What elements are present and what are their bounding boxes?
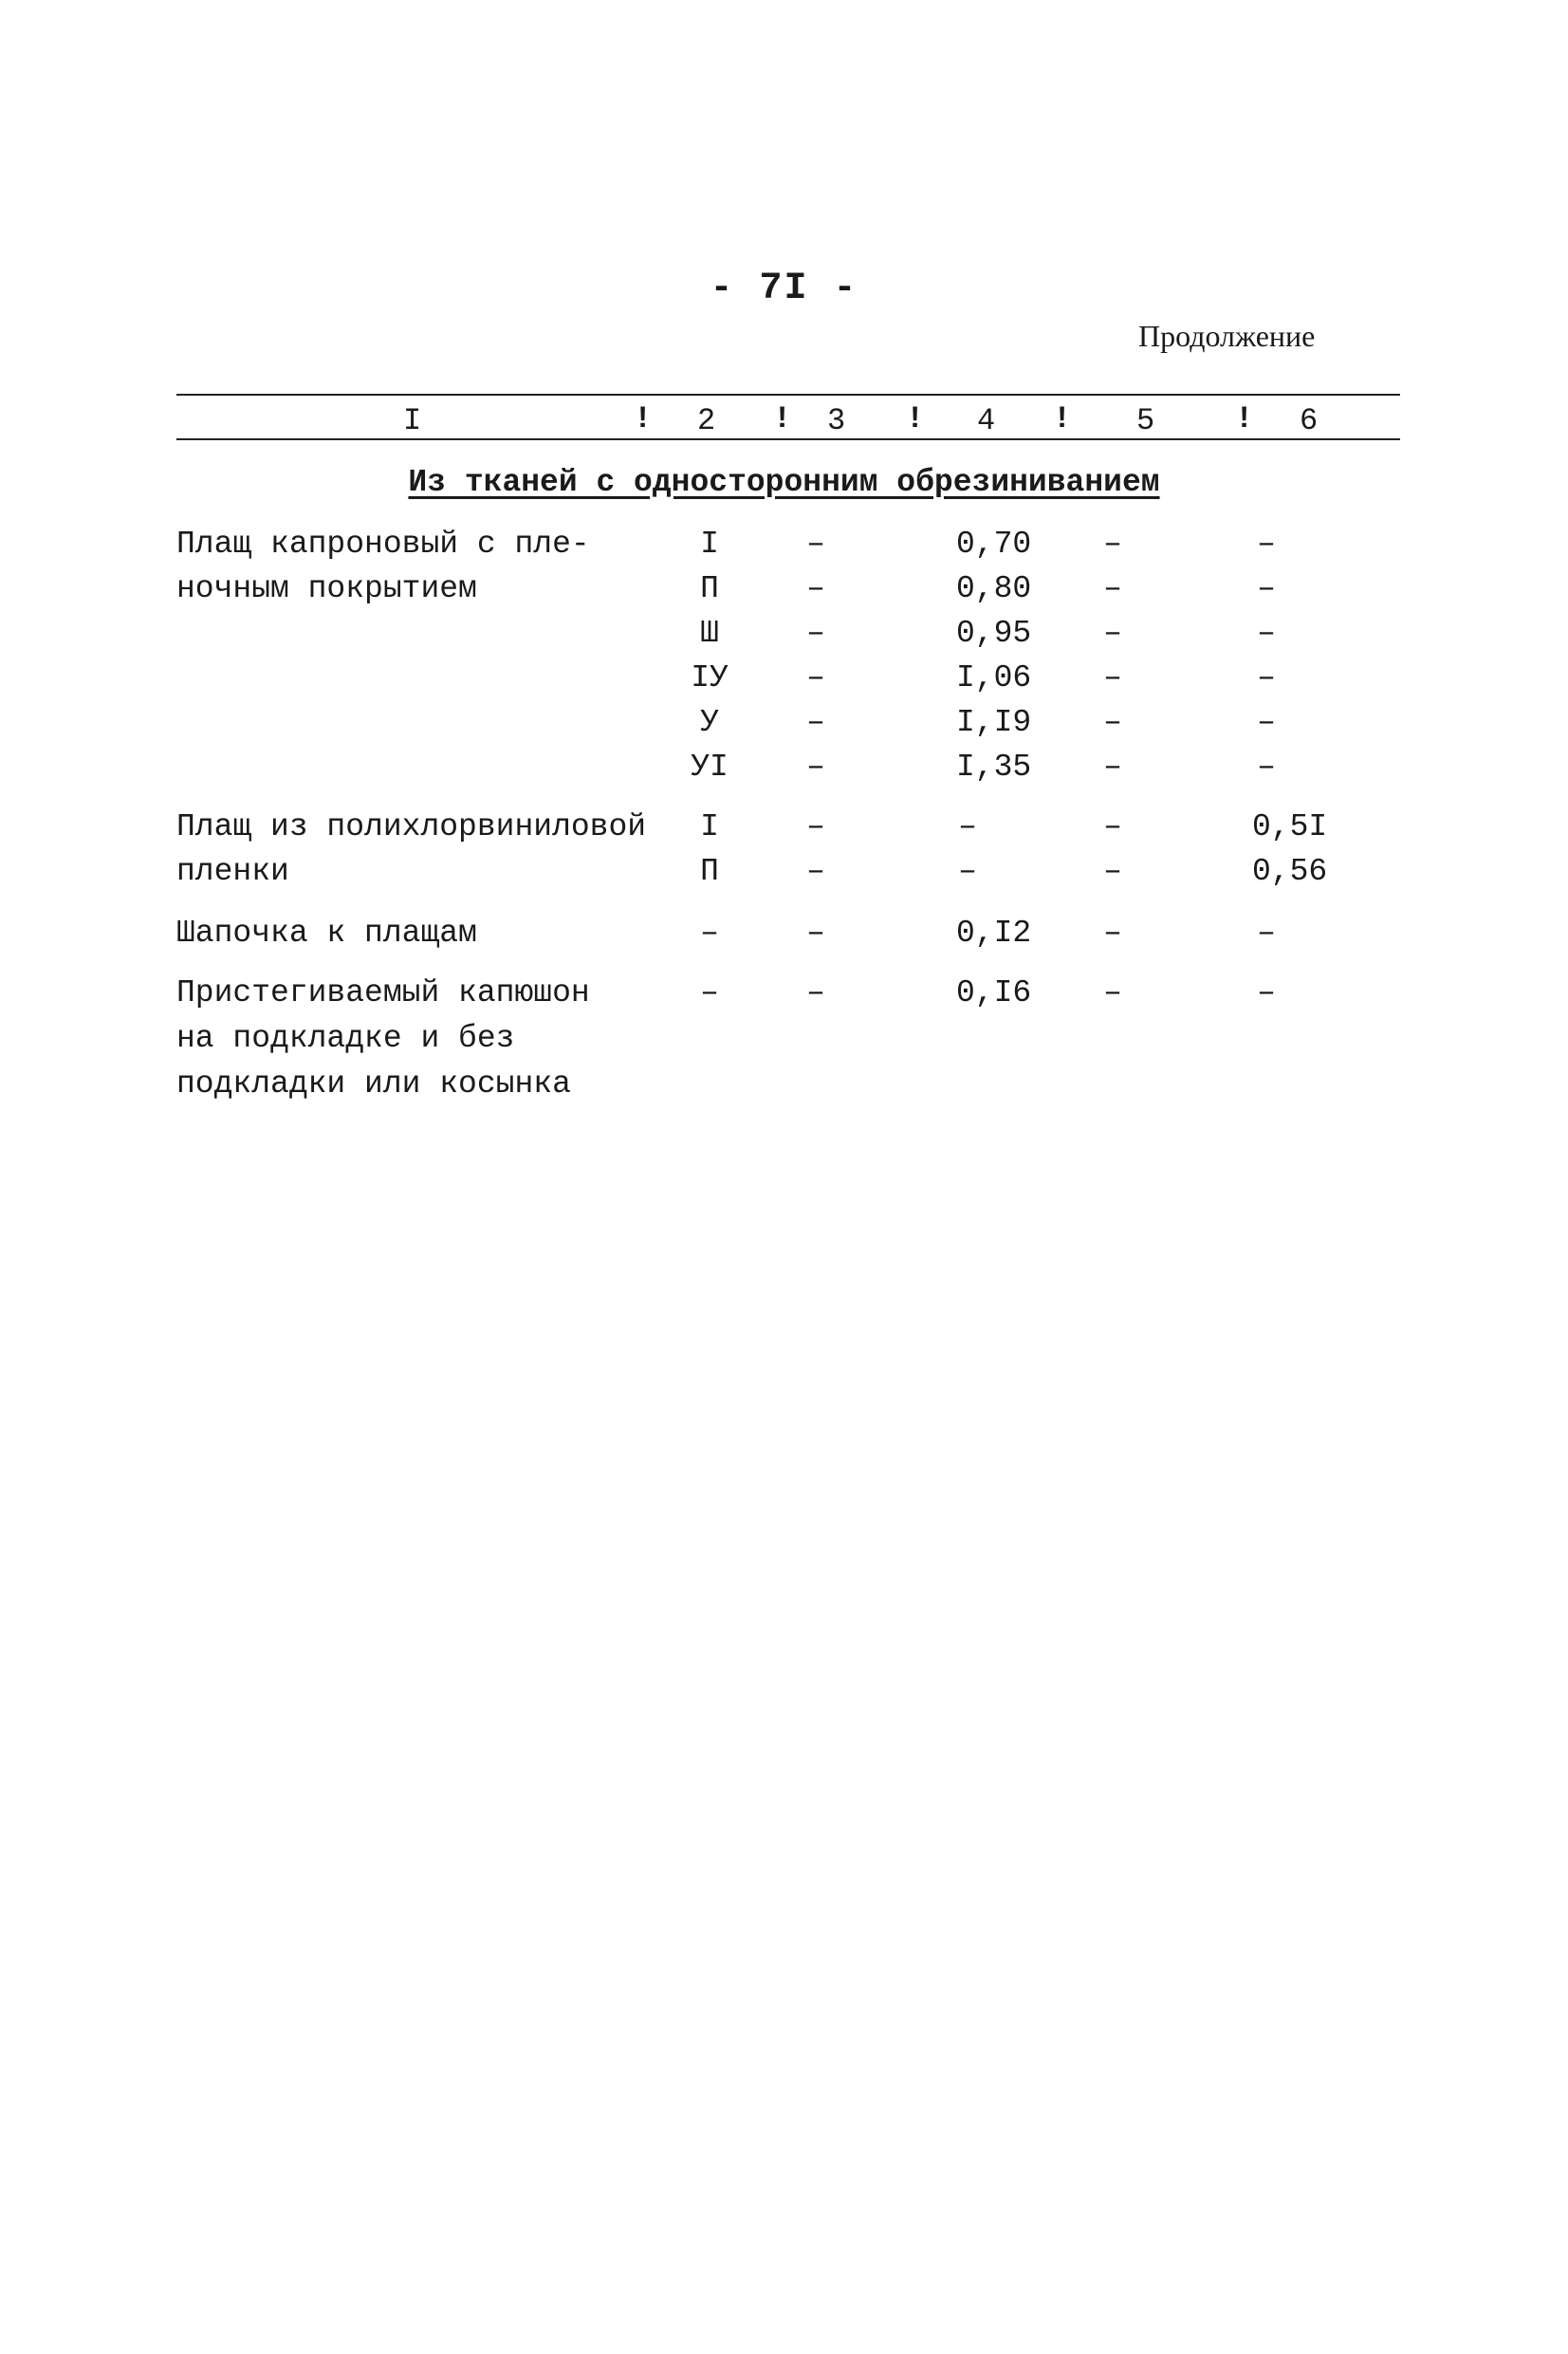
row-size: – bbox=[700, 975, 719, 1010]
row-item-label: Плащ капроновый с пле- bbox=[176, 527, 590, 562]
row-col3: – bbox=[806, 916, 825, 951]
row-item-label: пленки bbox=[176, 854, 289, 889]
row-col5: – bbox=[1103, 750, 1122, 785]
page-number: - 7I - bbox=[710, 268, 858, 310]
row-size: П bbox=[700, 854, 719, 889]
header-separator: ! bbox=[634, 401, 653, 436]
row-col6: – bbox=[1257, 660, 1276, 695]
header-separator: ! bbox=[1235, 401, 1254, 436]
row-col4: – bbox=[958, 809, 977, 844]
row-col3: – bbox=[806, 750, 825, 785]
row-col6: – bbox=[1257, 975, 1276, 1010]
row-item-label: Шапочка к плащам bbox=[176, 916, 477, 951]
continuation-label: Продолжение bbox=[1138, 319, 1316, 353]
row-col4: 0,I6 bbox=[956, 975, 1032, 1010]
row-col4: 0,70 bbox=[956, 527, 1032, 562]
row-col6: – bbox=[1257, 750, 1276, 785]
header-col-1: I bbox=[403, 403, 422, 438]
row-col4: 0,80 bbox=[956, 571, 1032, 606]
row-col4: 0,95 bbox=[956, 616, 1032, 651]
row-col5: – bbox=[1103, 616, 1122, 651]
row-item-label: Плащ из полихлорвиниловой bbox=[176, 809, 647, 844]
section-title: Из тканей с односторонним обрезиниванием bbox=[408, 465, 1160, 500]
row-item-label: на подкладке и без bbox=[176, 1021, 515, 1056]
row-col5: – bbox=[1103, 571, 1122, 606]
table-header-rule bbox=[176, 438, 1400, 440]
row-item-label: подкладки или косынка bbox=[176, 1066, 571, 1102]
row-item-label: ночным покрытием bbox=[176, 571, 477, 606]
row-col4: 0,I2 bbox=[956, 916, 1032, 951]
table-top-rule bbox=[176, 394, 1400, 396]
row-size: IУ bbox=[691, 660, 729, 695]
row-col3: – bbox=[806, 809, 825, 844]
row-col6: – bbox=[1257, 571, 1276, 606]
row-col6: 0,56 bbox=[1252, 854, 1328, 889]
header-col-2: 2 bbox=[697, 403, 716, 438]
row-col3: – bbox=[806, 975, 825, 1010]
header-col-4: 4 bbox=[977, 403, 996, 438]
row-col3: – bbox=[806, 571, 825, 606]
header-separator: ! bbox=[773, 401, 792, 436]
row-col4: I,35 bbox=[956, 750, 1032, 785]
row-size: – bbox=[700, 916, 719, 951]
row-col4: I,06 bbox=[956, 660, 1032, 695]
header-col-5: 5 bbox=[1136, 403, 1155, 438]
row-size: I bbox=[700, 809, 719, 844]
row-col3: – bbox=[806, 616, 825, 651]
row-item-label: Пристегиваемый капюшон bbox=[176, 975, 590, 1010]
row-size: УI bbox=[691, 750, 729, 785]
row-col6: – bbox=[1257, 916, 1276, 951]
row-col6: – bbox=[1257, 616, 1276, 651]
header-separator: ! bbox=[906, 401, 925, 436]
row-size: I bbox=[700, 527, 719, 562]
row-size: Ш bbox=[700, 616, 719, 651]
row-size: П bbox=[700, 571, 719, 606]
header-col-6: 6 bbox=[1300, 403, 1319, 438]
header-separator: ! bbox=[1053, 401, 1072, 436]
row-col5: – bbox=[1103, 809, 1122, 844]
row-col3: – bbox=[806, 854, 825, 889]
row-col6: 0,5I bbox=[1252, 809, 1328, 844]
row-col6: – bbox=[1257, 527, 1276, 562]
row-col5: – bbox=[1103, 916, 1122, 951]
row-col3: – bbox=[806, 527, 825, 562]
header-col-3: 3 bbox=[827, 403, 846, 438]
row-col5: – bbox=[1103, 705, 1122, 740]
row-col5: – bbox=[1103, 660, 1122, 695]
row-col6: – bbox=[1257, 705, 1276, 740]
row-col5: – bbox=[1103, 527, 1122, 562]
row-col5: – bbox=[1103, 854, 1122, 889]
row-col4: – bbox=[958, 854, 977, 889]
row-col5: – bbox=[1103, 975, 1122, 1010]
row-col3: – bbox=[806, 660, 825, 695]
row-col4: I,I9 bbox=[956, 705, 1032, 740]
row-col3: – bbox=[806, 705, 825, 740]
row-size: У bbox=[700, 705, 719, 740]
